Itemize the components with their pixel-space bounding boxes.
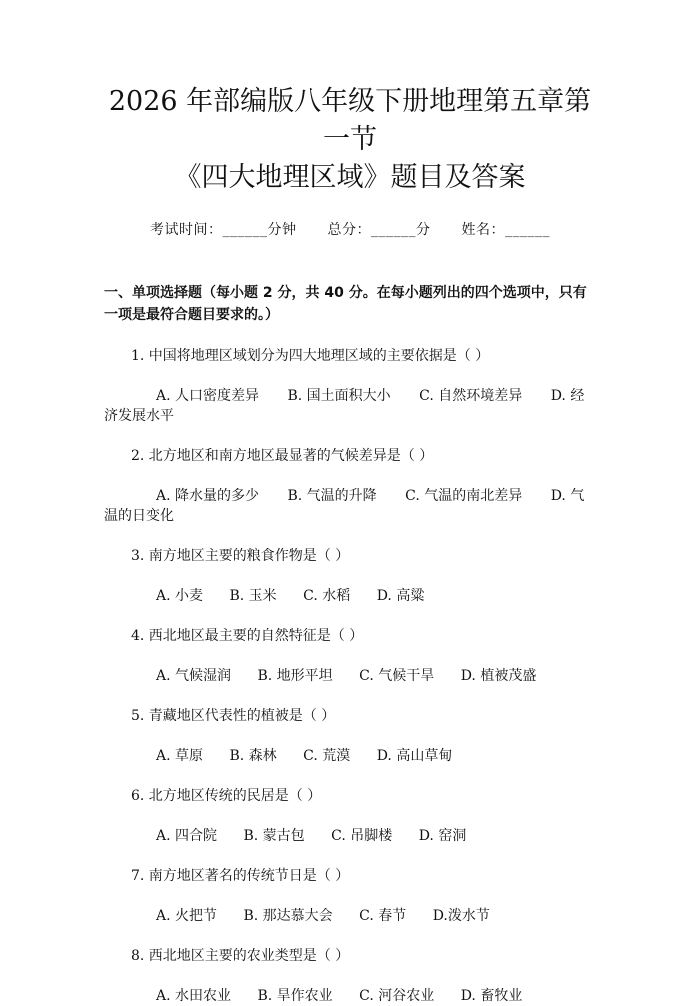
option-b: B. 旱作农业 xyxy=(257,988,333,1004)
total-score-field: 总分：______分 xyxy=(327,222,431,238)
option-d: D. 高粱 xyxy=(376,588,425,604)
option-d: D.泼水节 xyxy=(432,908,490,924)
option-d: D. 气温的日变化 xyxy=(104,488,585,524)
student-name-field: 姓名：______ xyxy=(461,222,550,238)
option-b: B. 玉米 xyxy=(229,588,277,604)
option-d: D. 畜牧业 xyxy=(460,988,523,1004)
question-options xyxy=(104,586,596,606)
option-a: A. 小麦 xyxy=(156,588,204,604)
question-stem: 2. 北方地区和南方地区最显著的气候差异是（ ） xyxy=(131,448,434,464)
question-stem: 5. 青藏地区代表性的植被是（ ） xyxy=(131,708,336,724)
option-c: C. 河谷农业 xyxy=(359,988,435,1004)
option-b: B. 蒙古包 xyxy=(243,828,305,844)
option-a: A. 草原 xyxy=(156,748,204,764)
title-line-1: 2026 年部编版八年级下册地理第五章第一节 xyxy=(108,86,592,155)
option-c: C. 气温的南北差异 xyxy=(405,488,523,504)
title-line-2: 《四大地理区域》题目及答案 xyxy=(174,162,526,193)
option-b: B. 国土面积大小 xyxy=(287,388,391,404)
option-c: C. 春节 xyxy=(359,908,407,924)
question-options xyxy=(104,906,596,926)
option-c: C. 自然环境差异 xyxy=(419,388,523,404)
option-d: D. 经济发展水平 xyxy=(104,388,585,424)
option-a: A. 降水量的多少 xyxy=(156,488,260,504)
question-options xyxy=(104,986,596,1006)
exam-title xyxy=(104,0,596,197)
question-stem: 1. 中国将地理区域划分为四大地理区域的主要依据是（ ） xyxy=(131,348,490,364)
option-d: D. 高山草甸 xyxy=(376,748,453,764)
option-a: A. 人口密度差异 xyxy=(156,388,260,404)
question-stem: 3. 南方地区主要的粮食作物是（ ） xyxy=(131,548,350,564)
option-c: C. 荒漠 xyxy=(303,748,351,764)
question-options xyxy=(104,826,596,846)
option-d: D. 窑洞 xyxy=(418,828,467,844)
option-a: A. 四合院 xyxy=(156,828,218,844)
section-heading: 一、单项选择题（每小题 2 分，共 40 分。在每小题列出的四个选项中，只有一项是最符合题目要求的。） xyxy=(104,285,587,323)
question-stem: 6. 北方地区传统的民居是（ ） xyxy=(131,788,322,804)
option-d: D. 植被茂盛 xyxy=(460,668,537,684)
question-options xyxy=(104,666,596,686)
question-stem: 7. 南方地区著名的传统节日是（ ） xyxy=(131,868,350,884)
question-stem: 8. 西北地区主要的农业类型是（ ） xyxy=(131,948,350,964)
question-options xyxy=(104,386,596,426)
option-b: B. 地形平坦 xyxy=(257,668,333,684)
exam-meta xyxy=(104,219,596,239)
option-a: A. 气候湿润 xyxy=(156,668,232,684)
question-stem: 4. 西北地区最主要的自然特征是（ ） xyxy=(131,628,364,644)
option-b: B. 气温的升降 xyxy=(287,488,377,504)
option-c: C. 水稻 xyxy=(303,588,351,604)
option-a: A. 水田农业 xyxy=(156,988,232,1004)
option-c: C. 气候干旱 xyxy=(359,668,435,684)
option-b: B. 森林 xyxy=(229,748,277,764)
question-options xyxy=(104,746,596,766)
question-options xyxy=(104,486,596,526)
option-c: C. 吊脚楼 xyxy=(331,828,393,844)
option-a: A. 火把节 xyxy=(156,908,218,924)
exam-time-field: 考试时间：______分钟 xyxy=(150,222,297,238)
option-b: B. 那达慕大会 xyxy=(243,908,333,924)
